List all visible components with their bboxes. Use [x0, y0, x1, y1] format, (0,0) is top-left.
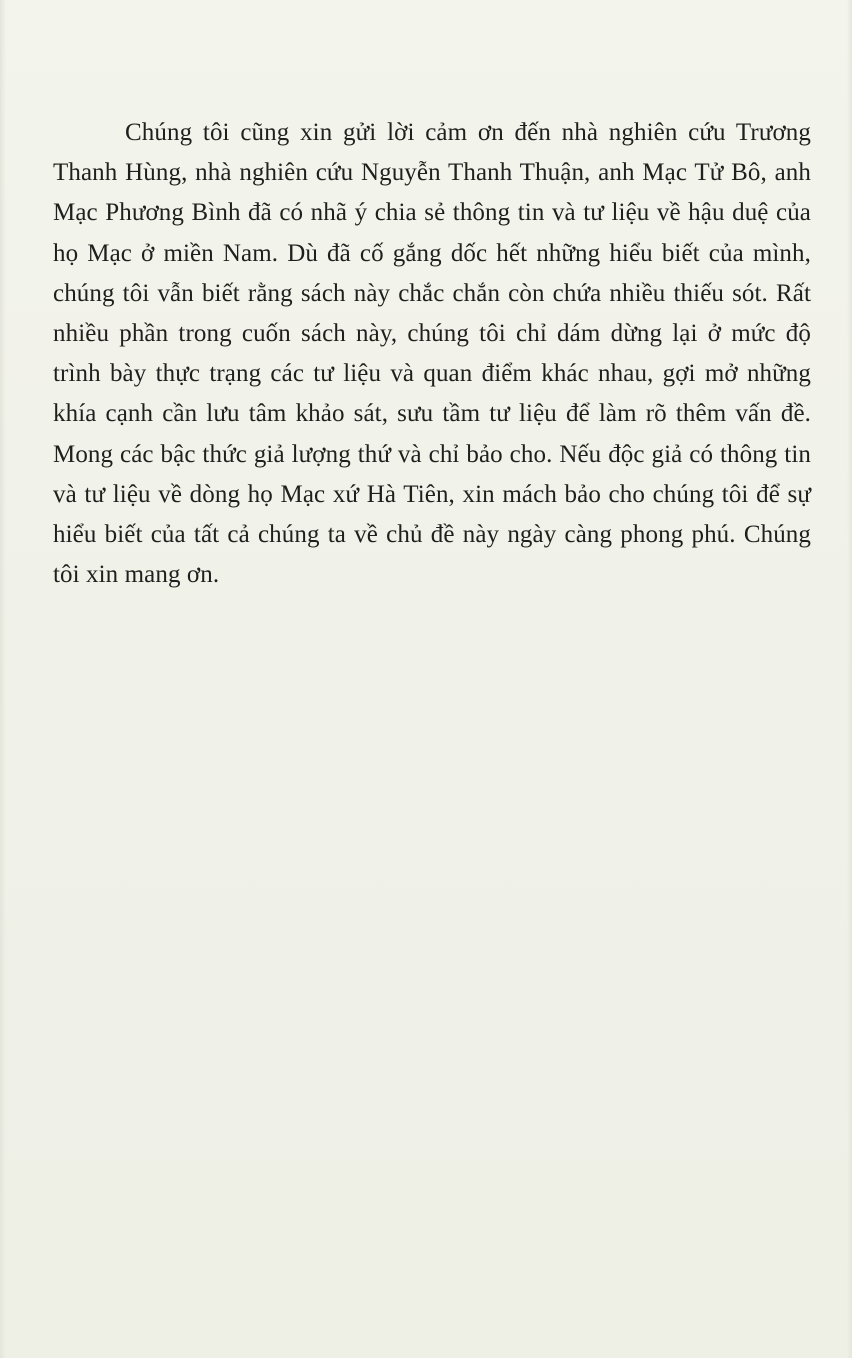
- acknowledgement-paragraph: Chúng tôi cũng xin gửi lời cảm ơn đến nhà nghiên cứu Trương Thanh Hùng, nhà nghiên cứu Nguyễn Thanh Thuận, anh Mạc Tử Bô, anh Mạc Phương Bình đã có nhã ý chia sẻ thông tin và tư liệu về hậu duệ của họ Mạc ở miền Nam. Dù đã cố gắng dốc hết những hiểu biết của mình, chúng tôi vẫn biết rằng sách này chắc chắn còn chứa nhiều thiếu sót. Rất nhiều phần trong cuốn sách này, chúng tôi chỉ dám dừng lại ở mức độ trình bày thực trạng các tư liệu và quan điểm khác nhau, gợi mở những khía cạnh cần lưu tâm khảo sát, sưu tầm tư liệu để làm rõ thêm vấn đề. Mong các bậc thức giả lượng thứ và chỉ bảo cho. Nếu độc giả có thông tin và tư liệu về dòng họ Mạc xứ Hà Tiên, xin mách bảo cho chúng tôi để sự hiểu biết của tất cả chúng ta về chủ đề này ngày càng phong phú. Chúng tôi xin mang ơn.: [53, 119, 811, 589]
- page-edge-shadow-right: [847, 0, 852, 1358]
- page-edge-shadow-left: [0, 0, 6, 1358]
- body-text: [53, 113, 811, 595]
